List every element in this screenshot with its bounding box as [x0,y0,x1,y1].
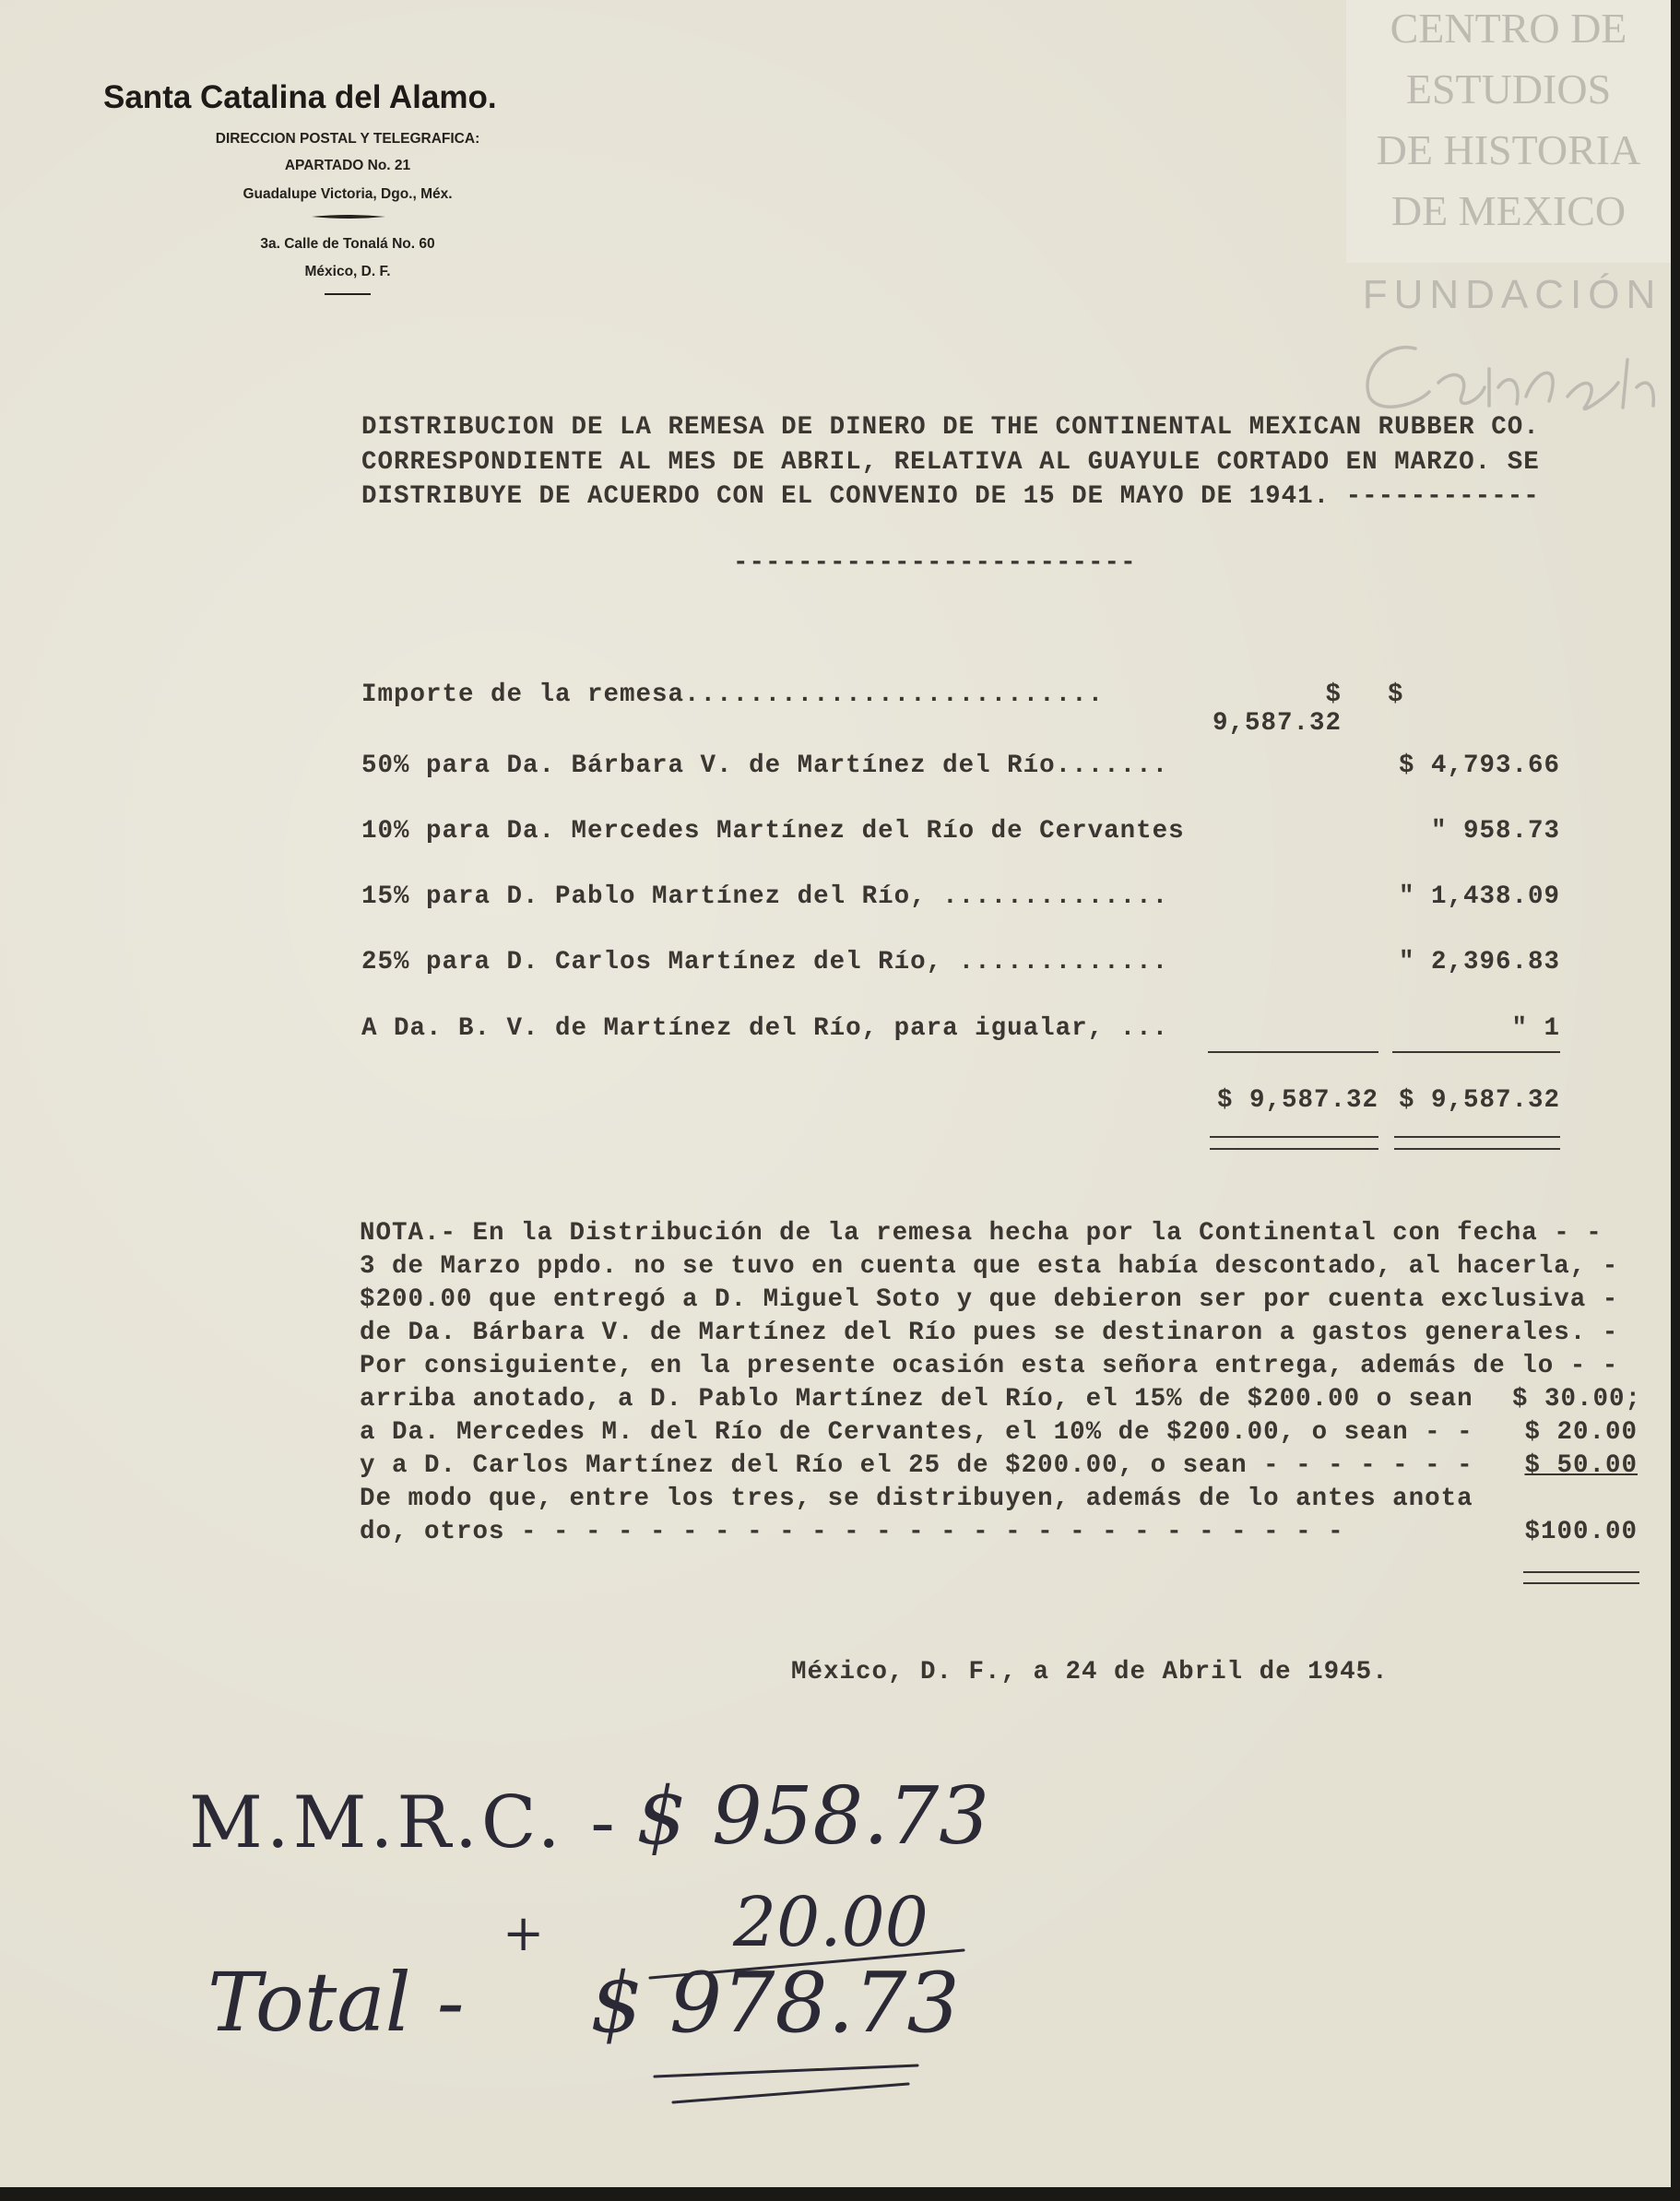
nota-line-5: Por consiguiente, en la presente ocasión esta señora entrega, además de lo - - [360,1352,1619,1380]
row-mercedes-amount: " 958.73 [1430,817,1560,846]
nota-double-rule-2 [1523,1582,1639,1584]
handwritten-amount-1: $ 958.73 [636,1770,989,1863]
row-carlos-amount: " 2,396.83 [1398,948,1560,976]
total-double-rule-left-2 [1210,1148,1378,1150]
watermark-foundation: FUNDACIÓN [1362,272,1662,317]
nota-line-9: De modo que, entre los tres, se distribuyen, además de lo antes anota [360,1485,1473,1513]
row-mercedes-label: 10% para Da. Mercedes Martínez del Río de Cervantes [361,817,1185,846]
subtotal-rule-left [1208,1051,1378,1053]
heading-separator: ------------------------- [733,549,1137,577]
nota-line-7: a Da. Mercedes M. del Río de Cervantes, el 10% de $200.00, o sean - - [360,1418,1473,1447]
letterhead-guadalupe: Guadalupe Victoria, Dgo., Méx. [243,186,453,202]
nota-line-2: 3 de Marzo ppdo. no se tuvo en cuenta que esta había descontado, al hacerla, - [360,1252,1619,1281]
watermark-line-4: DE MEXICO [1390,187,1627,234]
row-pablo-amount: " 1,438.09 [1398,882,1560,911]
row-barbara-label: 50% para Da. Bárbara V. de Martínez del Río....... [361,751,1169,780]
total-double-rule-left-1 [1210,1136,1378,1138]
nota-double-rule-1 [1523,1571,1639,1573]
ornament-divider-icon [312,214,385,219]
letterhead-title: Santa Catalina del Alamo. [103,79,497,115]
subtotal-rule-right [1392,1051,1560,1053]
watermark-line-3: DE HISTORIA [1376,126,1641,173]
row-carlos-label: 25% para D. Carlos Martínez del Río, ............. [361,948,1169,976]
remesa-amount: $ 9,587.32 [1212,680,1342,738]
row-igualar-label: A Da. B. V. de Martínez del Río, para igualar, ... [361,1014,1169,1043]
nota-line-10: do, otros - - - - - - - - - - - - - - - - - - - - - - - - - - [360,1518,1344,1546]
watermark-signature-icon [1351,332,1669,424]
heading-line-1: DISTRIBUCION DE LA REMESA DE DINERO DE THE CONTINENTAL MEXICAN RUBBER CO. [361,413,1540,442]
nota-line-8: y a D. Carlos Martínez del Río el 25 de $200.00, o sean - - - - - - - [360,1451,1473,1480]
handwritten-amount-2: 20.00 [733,1883,929,1962]
nota-line-4: de Da. Bárbara V. de Martínez del Río pues se destinaron a gastos generales. - [360,1319,1619,1347]
nota-amount-pablo: $ 30.00; [1511,1385,1641,1414]
handwritten-initials: M.M.R.C. - [189,1781,619,1864]
nota-line-6: arriba anotado, a D. Pablo Martínez del Río, el 15% de $200.00 o sean [360,1385,1473,1414]
letterhead-rule [325,293,371,295]
heading-line-3: DISTRIBUYE DE ACUERDO CON EL CONVENIO DE 15 DE MAYO DE 1941. ------------ [361,482,1540,511]
nota-amount-carlos: $ 50.00 [1524,1451,1638,1480]
handwritten-total-underline [650,2056,927,2112]
letterhead-address: 3a. Calle de Tonalá No. 60 [260,236,435,252]
total-right: $ 9,587.32 [1398,1086,1560,1115]
handwritten-plus: + [503,1904,545,1962]
handwritten-total-label: Total - [207,1955,465,2050]
remesa-label: Importe de la remesa.......................... [361,680,1105,709]
row-igualar-amount: " 1 [1511,1014,1560,1043]
watermark-line-1: CENTRO DE [1390,5,1627,52]
nota-line-3: $200.00 que entregó a D. Miguel Soto y que debieron ser por cuenta exclusiva - [360,1285,1619,1314]
letterhead-city: México, D. F. [304,264,391,279]
remesa-sign: $ [1388,680,1404,709]
row-barbara-amount: $ 4,793.66 [1398,751,1560,780]
total-double-rule-right-2 [1394,1148,1560,1150]
row-pablo-label: 15% para D. Pablo Martínez del Río, .............. [361,882,1169,911]
handwritten-total-amount: $ 978.73 [590,1955,960,2052]
nota-amount-total: $100.00 [1524,1518,1638,1546]
nota-line-1: NOTA.- En la Distribución de la remesa hecha por la Continental con fecha - - [360,1219,1603,1248]
letterhead-postal-label: DIRECCION POSTAL Y TELEGRAFICA: [215,131,480,147]
total-left: $ 9,587.32 [1216,1086,1378,1115]
heading-line-2: CORRESPONDIENTE AL MES DE ABRIL, RELATIVA AL GUAYULE CORTADO EN MARZO. SE [361,448,1540,477]
total-double-rule-right-1 [1394,1136,1560,1138]
date-line: México, D. F., a 24 de Abril de 1945. [791,1658,1389,1686]
letterhead-apartado: APARTADO No. 21 [284,158,411,173]
nota-amount-mercedes: $ 20.00 [1524,1418,1638,1447]
watermark-line-2: ESTUDIOS [1405,65,1612,112]
